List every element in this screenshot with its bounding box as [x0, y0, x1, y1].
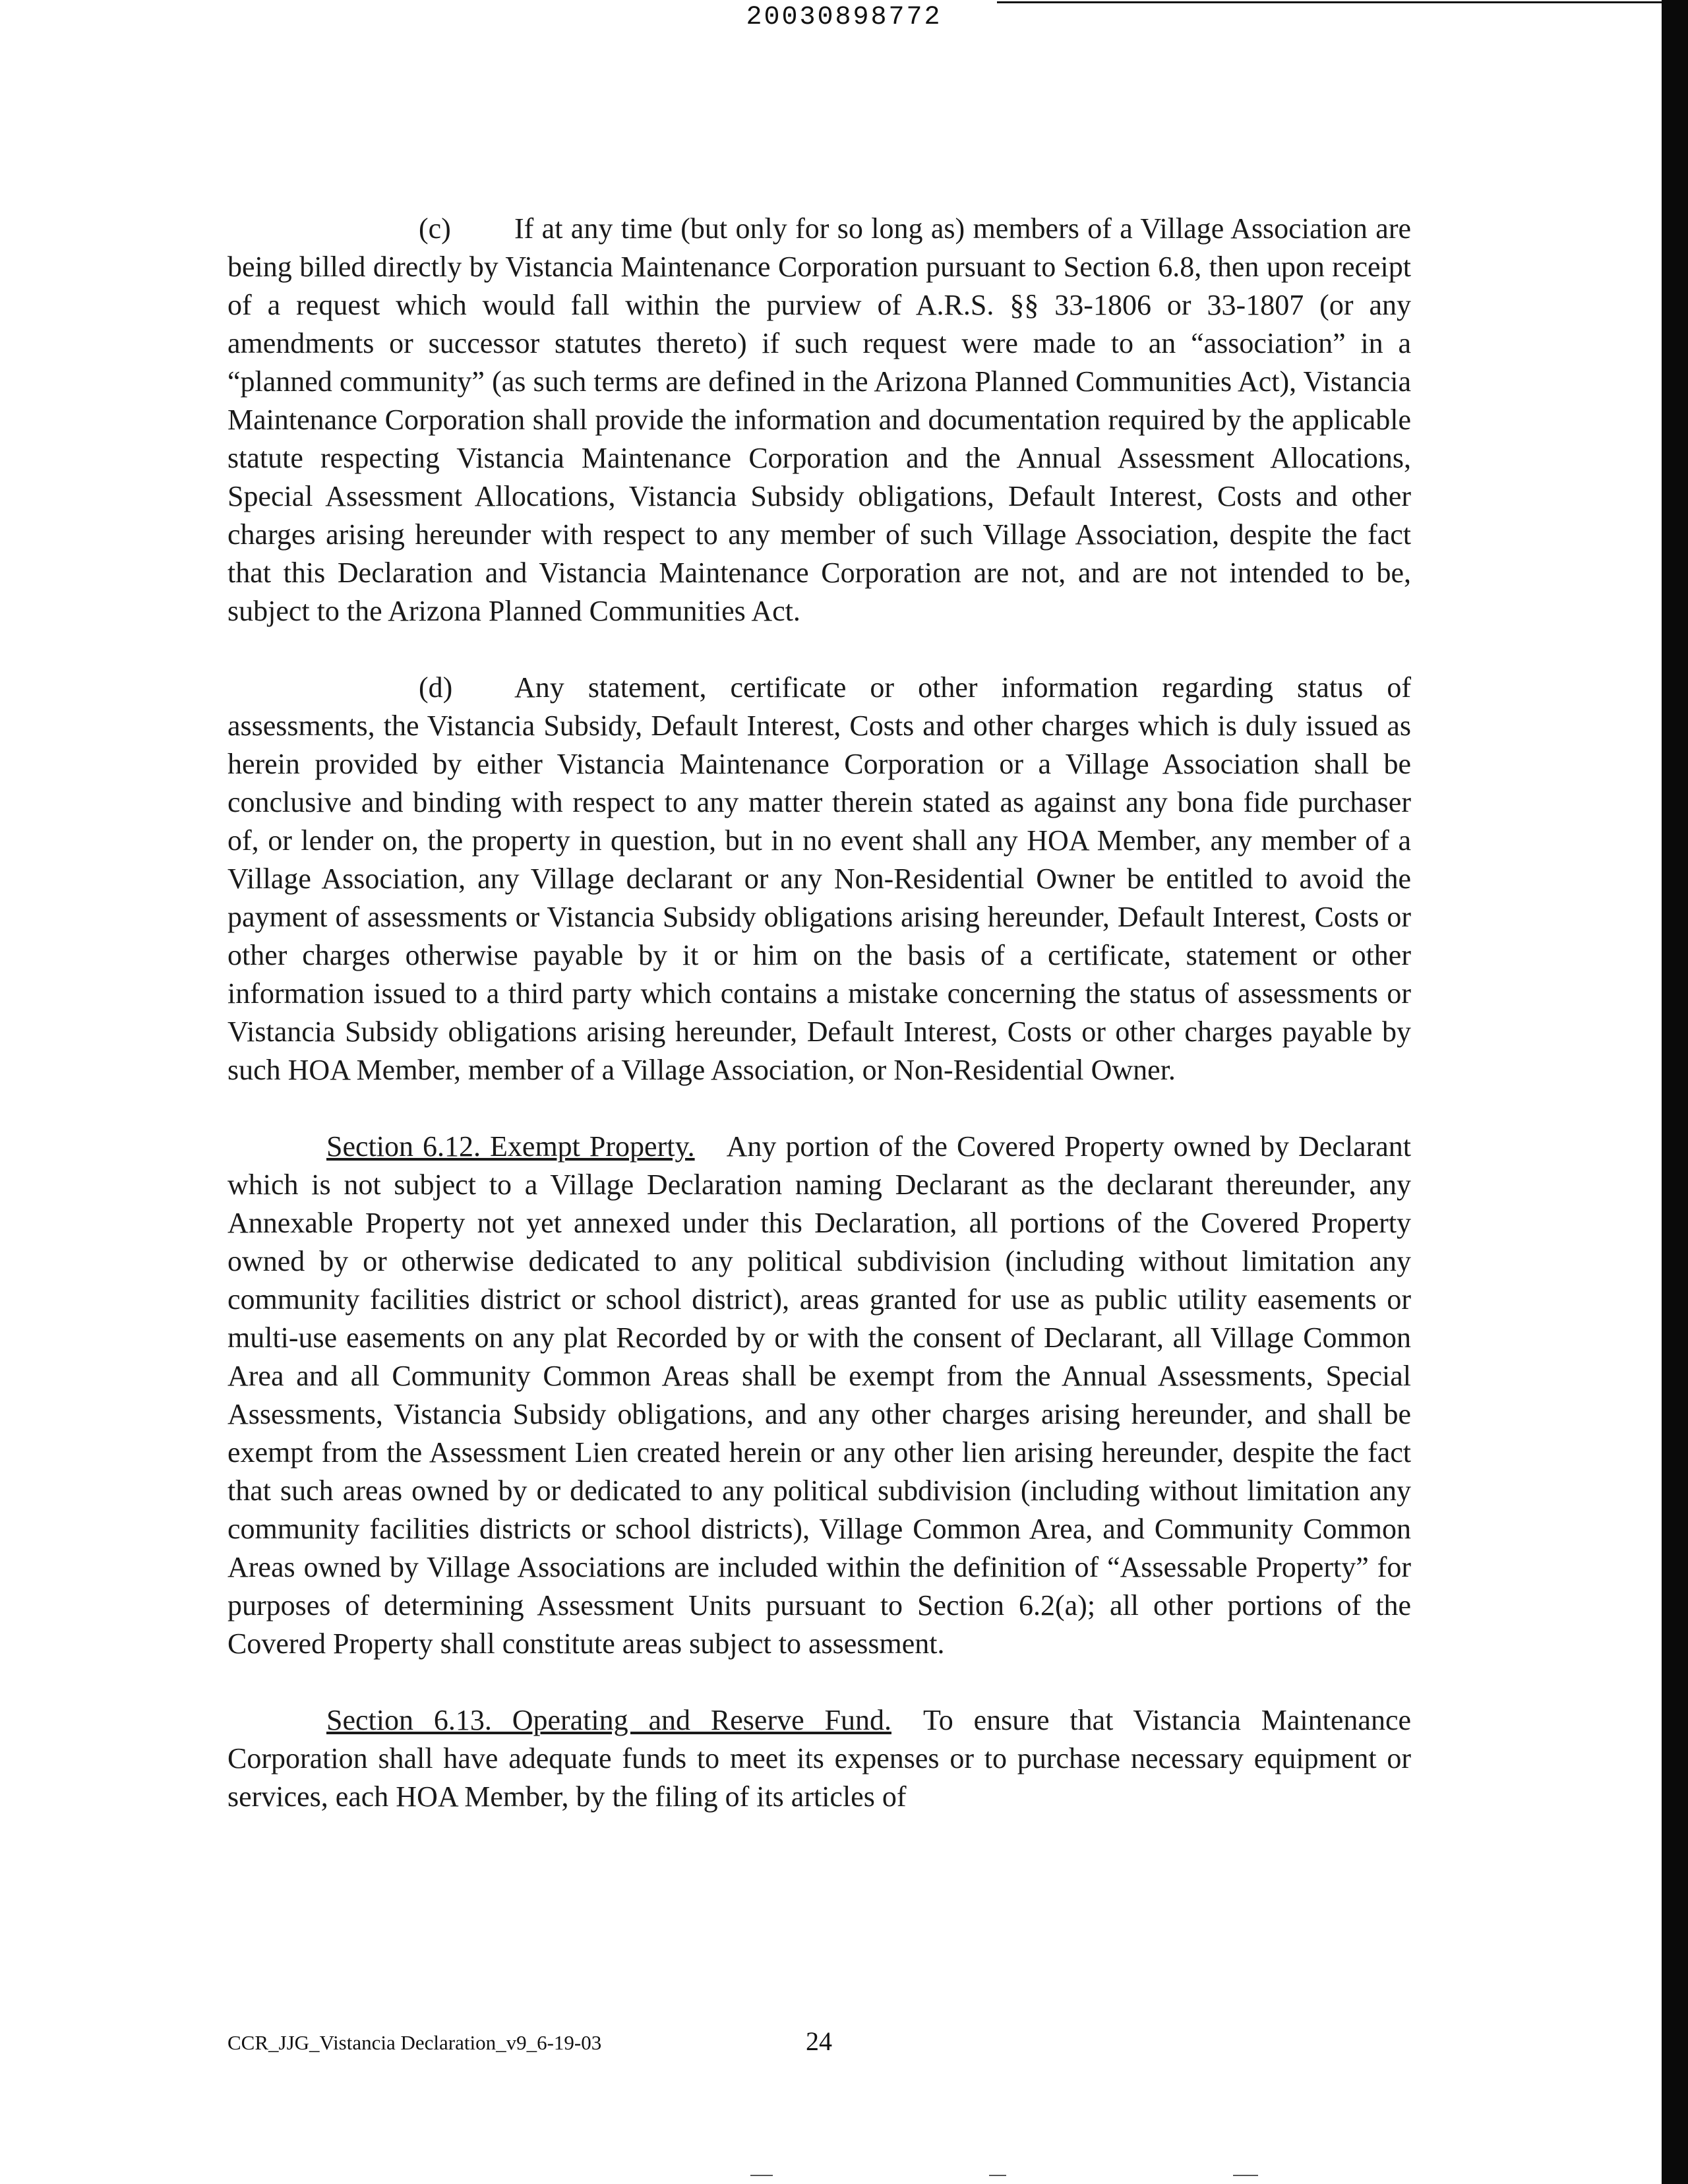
section-text: To ensure that Vistancia Maintenance Corporation shall have adequate funds to meet its expenses or to purchase necessary equipment or services, each HOA Member, by the filing of its articles of — [227, 1704, 1411, 1813]
section-heading: Section 6.13. Operating and Reserve Fund. — [326, 1704, 891, 1736]
page-number: 24 — [806, 2026, 832, 2056]
section-6-12 — [227, 1128, 1411, 1663]
section-text: Any portion of the Covered Property owned by Declarant which is not subject to a Village Declaration naming Declarant as the declarant thereunder, any Annexable Property not yet annexed under this Declaration, all portions of the Covered Property owned by or otherwise dedicated to any political subdivision (including without limitation any community facilities district or school district), areas granted for use as public utility easements or multi-use easements on any plat Recorded by or with the consent of Declarant, all Village Common Area and all Community Common Areas shall be exempt from the Annual Assessments, Special Assessments, Vistancia Subsidy obligations, and any other charges arising hereunder, and shall be exempt from the Assessment Lien created herein or any other lien arising hereunder, despite the fact that such areas owned by or dedicated to any political subdivision (including without limitation any community facilities districts or school districts), Village Common Area, and Community Common Areas owned by Village Associations are included within the definition of “Assessable Property” for purposes of determining Assessment Units pursuant to Section 6.2(a); all other portions of the Covered Property shall constitute areas subject to assessment. — [227, 1130, 1411, 1660]
paragraph-label: (c) — [419, 212, 451, 245]
paragraph-d — [227, 669, 1411, 1089]
document-number: 20030898772 — [746, 3, 942, 32]
paragraph-text: If at any time (but only for so long as) members of a Village Association are being billed directly by Vistancia Maintenance Corporation pursuant to Section 6.8, then upon receipt of a request which would fall within the purview of A.R.S. §§ 33-1806 or 33-1807 (or any amendments or successor statutes thereto) if such request were made to an “association” in a “planned community” (as such terms are defined in the Arizona Planned Communities Act), Vistancia Maintenance Corporation shall provide the information and documentation required by the applicable statute respecting Vistancia Maintenance Corporation and the Annual Assessment Allocations, Special Assessment Allocations, Vistancia Subsidy obligations, Default Interest, Costs and other charges arising hereunder with respect to any member of such Village Association, despite the fact that this Declaration and Vistancia Maintenance Corporation are not, and are not intended to be, subject to the Arizona Planned Communities Act. — [227, 212, 1411, 627]
scan-speck — [750, 2175, 773, 2176]
section-heading: Section 6.12. Exempt Property. — [326, 1130, 695, 1163]
scan-edge-bar — [1662, 0, 1688, 2184]
footer-file-name: CCR_JJG_Vistancia Declaration_v9_6-19-03 — [227, 2031, 602, 2054]
paragraph-label: (d) — [419, 671, 453, 704]
paragraph-text: Any statement, certificate or other information regarding status of assessments, the Vistancia Subsidy, Default Interest, Costs and other charges which is duly issued as herein provided by either Vistancia Maintenance Corporation or a Village Association shall be conclusive and binding with respect to any matter therein stated as against any bona fide purchaser of, or lender on, the property in question, but in no event shall any HOA Member, any member of a Village Association, any Village declarant or any Non-Residential Owner be entitled to avoid the payment of assessments or Vistancia Subsidy obligations arising hereunder, Default Interest, Costs or other charges otherwise payable by it or him on the basis of a certificate, statement or other information issued to a third party which contains a mistake concerning the status of assessments or Vistancia Subsidy obligations arising hereunder, Default Interest, Costs or other charges payable by such HOA Member, member of a Village Association, or Non-Residential Owner. — [227, 671, 1411, 1086]
scan-speck — [989, 2175, 1006, 2176]
scan-speck — [1233, 2175, 1258, 2176]
section-6-13 — [227, 1701, 1411, 1816]
page-body — [227, 210, 1411, 1854]
paragraph-c — [227, 210, 1411, 630]
